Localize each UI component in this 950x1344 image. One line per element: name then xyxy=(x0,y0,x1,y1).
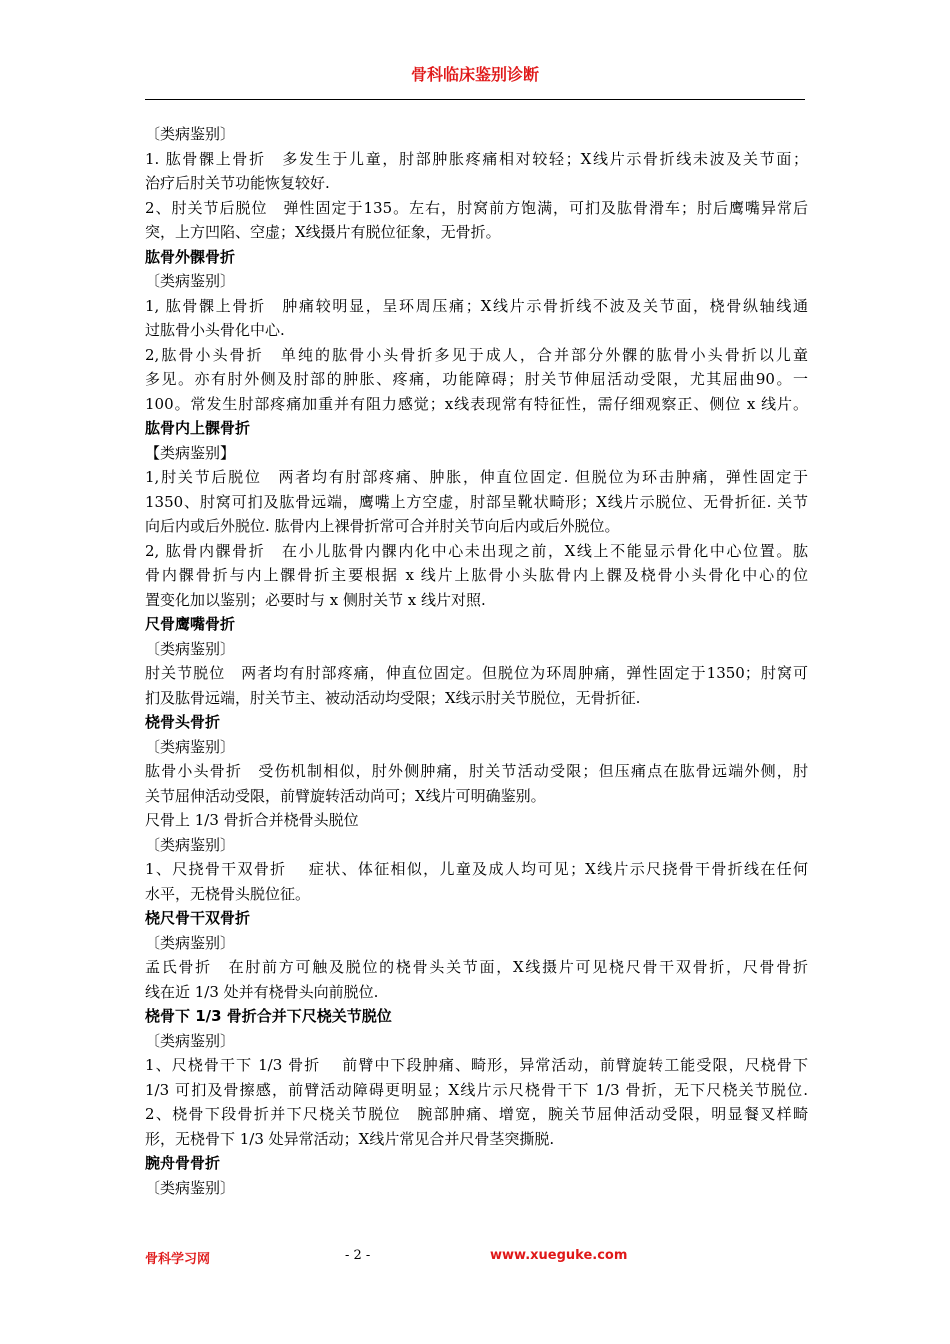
text-line: 形，无桡骨下 1/3 处异常活动；X线片常见合并尺骨茎突撕脱. xyxy=(145,1129,555,1148)
text-line: 1350、肘窝可扪及肱骨远端，鹰嘴上方空虚，肘部呈靴状畸形；X线片示脱位、无骨折征. 关节 xyxy=(145,492,808,511)
text-line: 1,肘关节后脱位 两者均有肘部疼痛、肿胀，伸直位固定. 但脱位为环击肿痛，弹性固定于 xyxy=(145,468,808,486)
text-line: 肱骨小头骨折 受伤机制相似，肘外侧肿痛，肘关节活动受限；但压痛点在肱骨远端外侧，肘 xyxy=(145,762,808,780)
text-line: 1、尺挠骨干双骨折 症状、体征相似，儿童及成人均可见；X线片示尺挠骨干骨折线在任何 xyxy=(145,860,808,878)
text-line: 肘关节脱位 两者均有肘部疼痛，伸直位固定。但脱位为环周肿痛，弹性固定于1350；肘窝可 xyxy=(145,664,808,682)
text-line: 向后内或后外脱位. 肱骨内上裸骨折常可合并肘关节向后内或后外脱位。 xyxy=(145,517,620,535)
text-line: 〔类病鉴别〕 xyxy=(145,272,236,290)
text-line: 尺骨上 1/3 骨折合并桡骨头脱位 xyxy=(145,811,359,829)
footer-url-link[interactable]: www.xueguke.com xyxy=(490,1248,628,1263)
text-line: 【类病鉴别】 xyxy=(145,443,236,462)
text-line: 2,肱骨小头骨折 单纯的肱骨小头骨折多见于成人，合并部分外髁的肱骨小头骨折以儿童 xyxy=(145,345,808,364)
text-line: 〔类病鉴别〕 xyxy=(145,639,236,658)
text-line: 水平，无桡骨头脱位征。 xyxy=(145,884,311,903)
section-heading: 尺骨鹰嘴骨折 xyxy=(145,615,236,633)
header-divider xyxy=(145,99,805,100)
section-heading: 桡骨下 1/3 骨折合并下尺桡关节脱位 xyxy=(145,1007,392,1025)
text-line: 骨内髁骨折与内上髁骨折主要根据 x 线片上肱骨小头肱骨内上髁及桡骨小头骨化中心的位 xyxy=(145,566,808,584)
text-line: 2、桡骨下段骨折并下尺桡关节脱位 腕部肿痛、增宽，腕关节屈伸活动受限，明显餐叉样畸 xyxy=(145,1105,808,1123)
text-line: 1/3 可扪及骨擦感，前臂活动障碍更明显；X线片示尺桡骨干下 1/3 骨折，无下尺桡关节脱位. xyxy=(145,1080,808,1099)
text-line: 孟氏骨折 在肘前方可触及脱位的桡骨头关节面，X线摄片可见桡尺骨干双骨折，尺骨骨折 xyxy=(145,958,808,976)
text-line: 过肱骨小头骨化中心. xyxy=(145,321,285,339)
section-heading: 桡骨头骨折 xyxy=(145,713,221,731)
section-heading: 腕舟骨骨折 xyxy=(145,1154,221,1172)
footer-page-number: - 2 - xyxy=(345,1248,371,1263)
text-line: 关节屈伸活动受限，前臂旋转活动尚可；X线片可明确鉴别。 xyxy=(145,786,546,805)
text-line: 多见。亦有肘外侧及肘部的肿胀、疼痛，功能障碍；肘关节伸屈活动受限，尤其屈曲90。一 xyxy=(145,370,808,388)
text-line: 〔类病鉴别〕 xyxy=(145,835,236,854)
text-line: 〔类病鉴别〕 xyxy=(145,1031,236,1050)
text-line: 1. 肱骨髁上骨折 多发生于儿童，肘部肿胀疼痛相对较轻；X线片示骨折线未波及关节面； xyxy=(145,149,808,168)
text-line: 置变化加以鉴别；必要时与 x 侧肘关节 x 线片对照. xyxy=(145,590,486,609)
section-heading: 肱骨内上髁骨折 xyxy=(145,419,251,437)
text-line: 1, 肱骨髁上骨折 肿痛较明显，呈环周压痛；X线片示骨折线不波及关节面，桡骨纵轴线通 xyxy=(145,296,808,315)
text-line: 2、肘关节后脱位 弹性固定于135。左右，肘窝前方饱满，可扪及肱骨滑车；肘后鹰嘴异常后 xyxy=(145,198,808,217)
text-line: 1、尺桡骨干下 1/3 骨折 前臂中下段肿痛、畸形，异常活动，前臂旋转工能受限，尺桡骨下 xyxy=(145,1056,808,1074)
section-heading: 桡尺骨干双骨折 xyxy=(145,909,251,927)
text-line: 〔类病鉴别〕 xyxy=(145,933,236,952)
text-line: 2, 肱骨内髁骨折 在小儿肱骨内髁内化中心未出现之前，X线上不能显示骨化中心位置。肱 xyxy=(145,541,808,560)
text-line: 〔类病鉴别〕 xyxy=(145,737,236,756)
text-line: 治疗后肘关节功能恢复较好. xyxy=(145,174,330,192)
text-line: 突，上方凹陷、空虚；X线摄片有脱位征象，无骨折。 xyxy=(145,223,501,241)
text-line: 100。常发生肘部疼痛加重并有阻力感觉；x线表现常有特征性，需仔细观察正、侧位 x 线片。 xyxy=(145,394,808,413)
text-line: 〔类病鉴别〕 xyxy=(145,125,236,143)
section-heading: 肱骨外髁骨折 xyxy=(145,247,236,266)
text-line: 线在近 1/3 处并有桡骨头向前脱位. xyxy=(145,982,379,1001)
page-title: 骨科临床鉴别诊断 xyxy=(410,65,539,84)
footer-site-name: 骨科学习网 xyxy=(145,1252,211,1267)
text-line: 〔类病鉴别〕 xyxy=(145,1178,236,1197)
document-body xyxy=(145,122,808,1200)
text-line: 扪及肱骨远端，肘关节主、被动活动均受限；X线示肘关节脱位，无骨折征. xyxy=(145,688,641,707)
